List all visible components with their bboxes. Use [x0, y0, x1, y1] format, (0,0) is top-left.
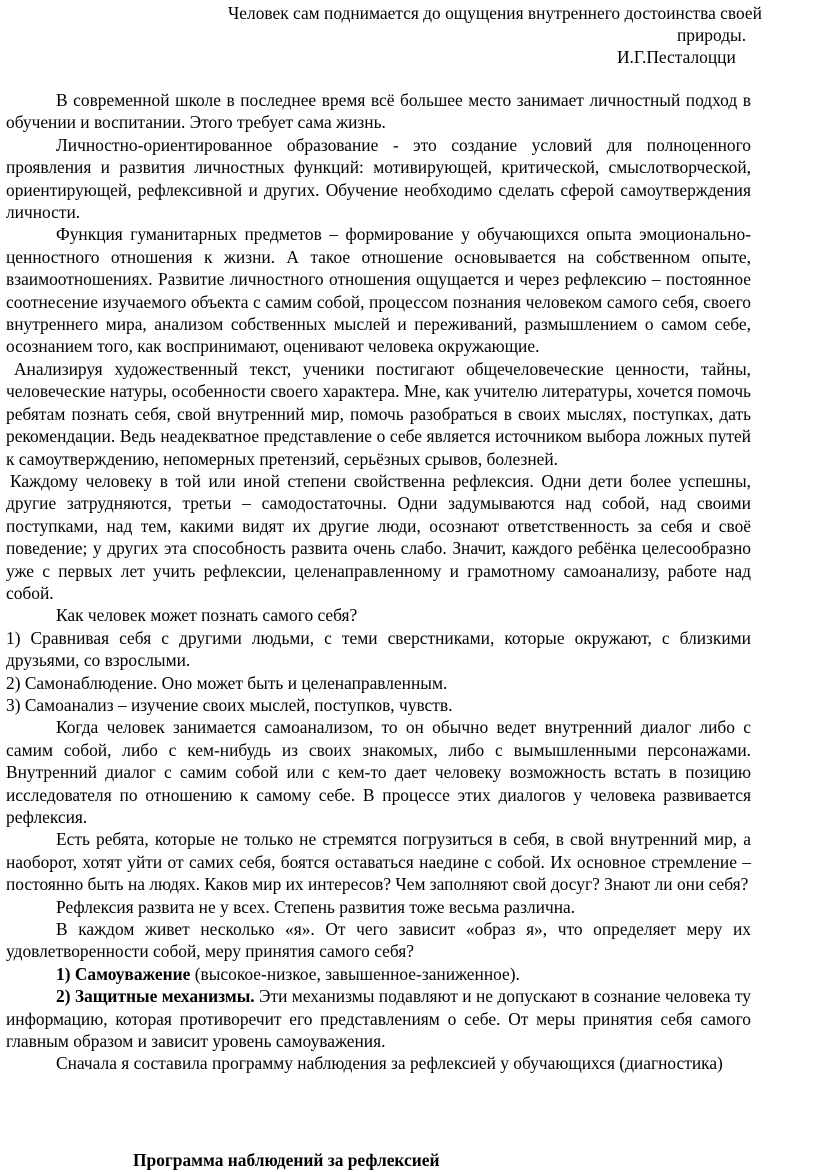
- section-heading: Программа наблюдений за рефлексией: [133, 1150, 440, 1170]
- paragraph-question: Как человек может познать самого себя?: [56, 605, 358, 626]
- self-esteem-text: (высокое-низкое, завышенное-заниженное).: [190, 963, 520, 984]
- paragraph-intro: В современной школе в последнее время всё большее место занимает личностный подход в обучении и воспитании. Этого требует сама жизнь.: [6, 90, 751, 133]
- epigraph-author: И.Г.Песталоцци: [617, 47, 736, 67]
- defense-mechanisms-text: Эти механизмы подавляют и не допускают в сознание человека ту информацию, которая противоречит его представлениям о себе. От меры принятия себя самого главным образом и зависит уровень самоуважения.: [6, 986, 751, 1052]
- document-body: [6, 89, 751, 1075]
- list-item-self-observation: 2) Самонаблюдение. Оно может быть и целенаправленным.: [6, 672, 448, 693]
- paragraph-text-analysis: Анализируя художественный текст, ученики постигают общечеловеческие ценности, тайны, человеческие натуры, особенности своего характера. Мне, как учителю литературы, хочется помочь ребятам познать себя, свой внутренний мир, помочь разобраться в своих мыслях, поступках, дать рекомендации. Ведь неадекватное представление о себе является источником выбора ложных путей к самоутверждению, непомерных претензий, серьёзных срывов, болезней.: [6, 358, 751, 469]
- defense-mechanisms-label: 2) Защитные механизмы.: [56, 986, 255, 1007]
- self-esteem-label: 1) Самоуважение: [56, 963, 191, 984]
- paragraph-reflection-levels: Рефлексия развита не у всех. Степень развития тоже весьма различна.: [56, 896, 576, 917]
- list-item-self-analysis: 3) Самоанализ – изучение своих мыслей, поступков, чувств.: [6, 694, 453, 715]
- paragraph-escape-self: Есть ребята, которые не только не стремятся погрузиться в себя, в свой внутренний мир, а наоборот, хотят уйти от самих себя, боятся оставаться наедине с собой. Их основное стремление – постоянно быть на людях. Каков мир их интересов? Чем заполняют свой досуг? Знают ли они себя?: [6, 829, 751, 895]
- list-item-defense-mechanisms: [6, 985, 751, 1052]
- list-item-self-esteem: [6, 963, 751, 985]
- paragraph-closing: Сначала я составила программу наблюдения за рефлексией у обучающихся (диагностика): [56, 1053, 723, 1074]
- epigraph-quote-line-2: природы.: [677, 25, 747, 45]
- paragraph-inner-dialogue: Когда человек занимается самоанализом, то он обычно ведет внутренний диалог либо с самим собой, либо с кем-нибудь из своих знакомых, либо с вымышленными персонажами. Внутренний диалог с самим собой или с кем-то дает человеку возможность встать в позицию исследователя по отношению к самому себе. В процессе этих диалогов у человека развивается рефлексия.: [6, 717, 751, 827]
- paragraph-self-image: В каждом живет несколько «я». От чего зависит «образ я», что определяет меру их удовлетворенности собой, меру принятия самого себя?: [6, 919, 751, 962]
- epigraph-quote-line-1: Человек сам поднимается до ощущения внутреннего достоинства своей: [228, 3, 762, 23]
- list-item-comparison: 1) Сравнивая себя с другими людьми, с теми сверстниками, которые окружают, с близкими друзьями, со взрослыми.: [6, 627, 751, 671]
- paragraph-personal-education: Личностно-ориентированное образование - это создание условий для полноценного проявления и развития личностных функций: мотивирующей, критической, смыслотворческой, ориентирующей, рефлексивной и других. Обучение необходимо сделать сферой самоутверждения личности.: [6, 134, 751, 223]
- paragraph-humanities-function: Функция гуманитарных предметов – формирование у обучающихся опыта эмоционально-ценностного отношения к жизни. А такое отношение основывается на собственном опыте, взаимоотношениях. Развитие личностного отношения ощущается и через рефлексию – постоянное соотнесение изучаемого объекта с самим собой, процессом познания человеком самого себя, своего внутреннего мира, анализом собственных мыслей и переживаний, размышлением о самом себе, осознанием того, как воспринимают, оценивают человека окружающие.: [6, 224, 751, 357]
- paragraph-reflection: Каждому человеку в той или иной степени свойственна рефлексия. Одни дети более успешны, другие затрудняются, третьи – самодостаточны. Одни задумываются над собой, над своими поступками, над тем, какими видят их другие люди, осознают ответственность за себя и своё поведение; у других эта способность развита очень слабо. Значит, каждого ребёнка целесообразно уже с первых лет учить рефлексии, целенаправленному и грамотному самоанализу, работе над собой.: [6, 470, 751, 603]
